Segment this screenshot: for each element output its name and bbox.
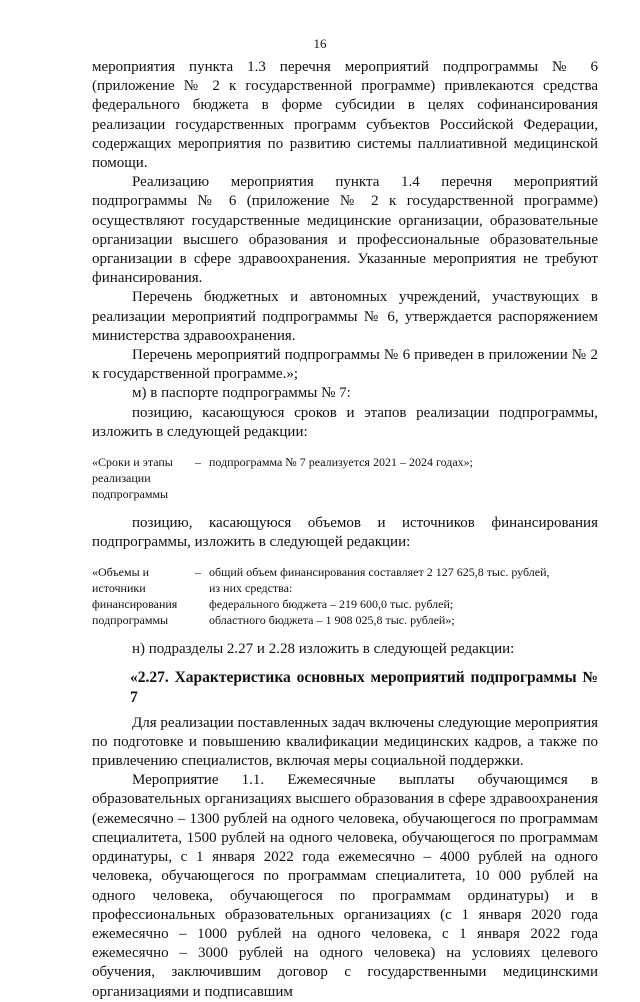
table-value-text: подпрограмма № 7 реализуется 2021 – 2024 годах»;: [209, 455, 473, 470]
paragraph-4: Перечень мероприятий подпрограммы № 6 приведен в приложении № 2 к государственной программе.»;: [92, 347, 598, 383]
section-heading: «2.27. Характеристика основных мероприятий подпрограммы № 7: [130, 668, 598, 706]
paragraph-5: м) в паспорте подпрограммы № 7:: [132, 385, 351, 402]
table-value-funding: [195, 564, 598, 628]
passport-table-funding: [92, 564, 598, 628]
funding-line-regional: областного бюджета – 1 908 025,8 тыс. рублей»;: [209, 613, 455, 628]
funding-line-sources: из них средства:: [209, 581, 293, 596]
paragraph-9: Для реализации поставленных задач включены следующие мероприятия по подготовке и повышению квалификации медицинских кадров, а также по привлечению специалистов, включая меры социальной поддержки.: [92, 714, 598, 770]
table-label-funding: «Объемы и источники финансирования подпрограммы: [92, 565, 178, 628]
paragraph-6: позицию, касающуюся сроков и этапов реализации подпрограммы, изложить в следующей редакции:: [92, 404, 598, 440]
funding-line-federal: федерального бюджета – 219 600,0 тыс. рублей;: [209, 597, 454, 612]
paragraph-8: н) подразделы 2.27 и 2.28 изложить в следующей редакции:: [132, 641, 515, 658]
passport-table-terms: [92, 454, 598, 502]
paragraph-1: мероприятия пункта 1.3 перечня мероприятий подпрограммы № 6 (приложение № 2 к государственной программе) привлекаются средства федерального бюджета в форме субсидии в целях софинансирования реализации государственных программ субъектов Российской Федерации, содержащих мероприятия по развитию системы паллиативной медицинской помощи.: [92, 59, 598, 172]
table-value-terms: [195, 454, 598, 502]
paragraph-10: Мероприятие 1.1. Ежемесячные выплаты обучающимся в образовательных организациях высшего образования в сфере здравоохранения (ежемесячно – 1300 рублей на одного человека, обучающегося по программам специалитета, 1500 рублей на одного человека, обучающегося по программам ординатуры, с 1 января 2022 года ежемесячно – 4000 рублей на одного человека, обучающегося по программам специалитета, 10 000 рублей на одного человека, обучающегося по программам ординатуры) и в профессиональных образовательных организациях (с 1 января 2020 года ежемесячно – 1000 рублей на одного человека, с 1 января 2022 года ежемесячно – 3000 рублей на одного человека) на условиях целевого обучения, заключившим договор с государственными медицинскими организациями и подписавшим: [92, 772, 598, 1000]
paragraph-7: позицию, касающуюся объемов и источников финансирования подпрограммы, изложить в следующей редакции:: [92, 515, 598, 551]
table-dash: –: [195, 455, 201, 470]
page-number: 16: [313, 36, 327, 51]
paragraph-2: Реализацию мероприятия пункта 1.4 перечня мероприятий подпрограммы № 6 (приложение № 2 к государственной программе) осуществляют государственные медицинские организации, образовательные организации высшего образования и профессиональные образовательные организации в сфере здравоохранения. Указанные мероприятия не требуют финансирования.: [92, 174, 598, 287]
document-body: [92, 58, 598, 1002]
funding-total-text: общий объем финансирования составляет 2 127 625,8 тыс. рублей,: [209, 565, 550, 580]
table-label-terms: «Сроки и этапы реализации подпрограммы: [92, 455, 173, 502]
funding-line-total: [195, 564, 598, 580]
table-dash: –: [195, 565, 201, 580]
paragraph-3: Перечень бюджетных и автономных учреждений, участвующих в реализации мероприятий подпрограммы № 6, утверждается распоряжением министерства здравоохранения.: [92, 289, 598, 344]
